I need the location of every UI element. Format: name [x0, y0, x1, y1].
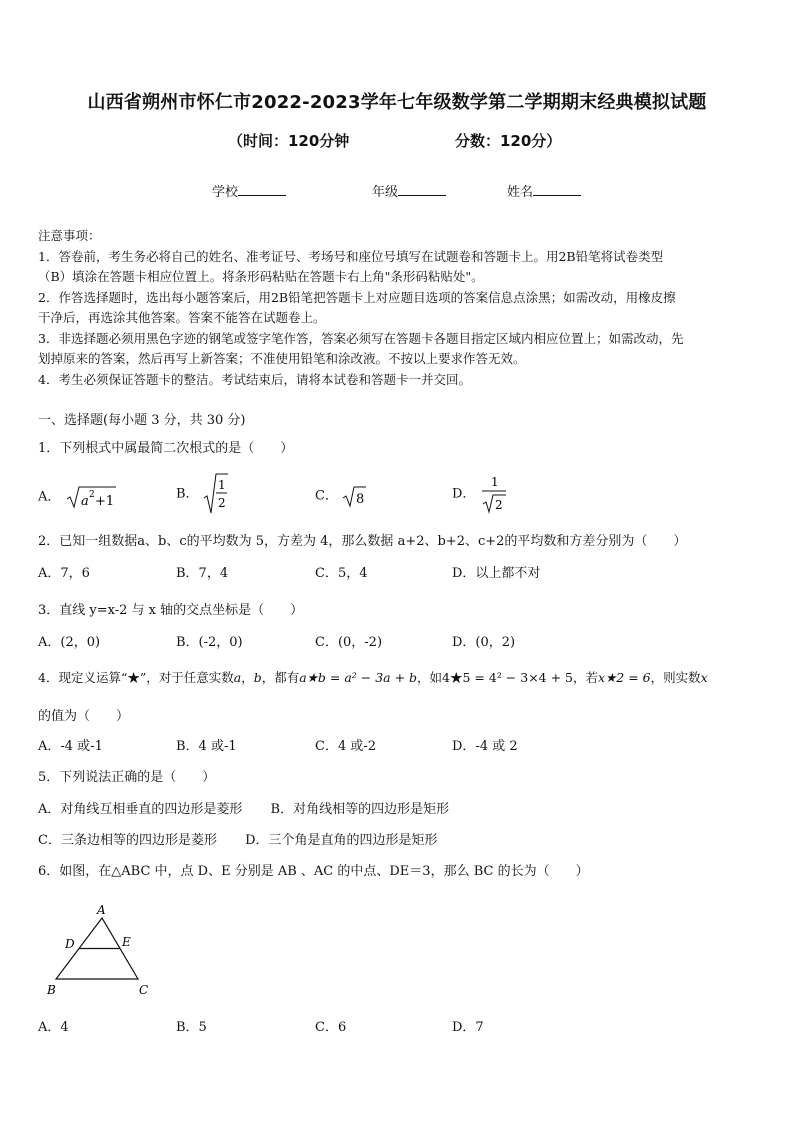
notes-line: 4．考生必须保证答题卡的整洁。考试结束后，请将本试卷和答题卡一并交回。 — [38, 371, 471, 387]
q1-a-exp: 2 — [88, 490, 95, 500]
q4-condition: x★2 = 6 — [598, 670, 651, 685]
notes-line: 1．答卷前，考生务必将自己的姓名、准考证号、考场号和座位号填写在试题卷和答题卡上。用2B铅笔将试卷类型 — [38, 248, 664, 264]
question-6-stem: 6．如图，在△ABC 中，点 D、E 分别是 AB 、AC 的中点、DE＝3，那么 BC 的长为（ ） — [38, 864, 589, 879]
q4-option-c: C．4 或-2 — [315, 739, 377, 754]
q1-option-b-letter: B． — [176, 486, 199, 502]
name-field — [507, 181, 581, 200]
triangle-figure — [40, 898, 160, 998]
name-label: 姓名 — [507, 185, 534, 200]
school-blank — [238, 183, 286, 196]
notes-heading: 注意事项： — [38, 228, 101, 243]
q1-a-tail: +1 — [94, 494, 114, 509]
notes-line: （B）填涂在答题卡相应位置上。将条形码粘贴在答题卡右上角"条形码粘贴处"。 — [38, 269, 484, 284]
question-6-options — [38, 1016, 758, 1042]
q1-c-radicand: 8 — [356, 492, 365, 507]
q4-text: 4．现定义运算“★”，对于任意实数 — [38, 670, 234, 685]
q1-option-c-radical — [342, 484, 368, 508]
label-a: A — [97, 903, 106, 917]
q1-d-den: 2 — [494, 498, 503, 512]
q1-option-b-radical — [203, 472, 229, 516]
q4-var-a: a — [233, 670, 242, 685]
q4-option-b: B．4 或-1 — [176, 739, 237, 754]
question-3-options — [38, 631, 758, 657]
name-blank — [533, 183, 581, 196]
question-1-options — [38, 475, 758, 514]
question-4-options — [38, 735, 758, 761]
q3-option-b: B．(-2，0) — [176, 635, 243, 650]
grade-label: 年级 — [372, 185, 399, 200]
q1-a-base: a — [80, 494, 89, 509]
q5-option-c: C．三条边相等的四边形是菱形 — [38, 833, 217, 848]
q1-b-den: 2 — [217, 496, 226, 510]
q6-option-a: A．4 — [38, 1020, 69, 1035]
q4-option-d: D．-4 或 2 — [452, 739, 518, 754]
q4-var-x: x — [700, 670, 708, 685]
exam-title: 山西省朔州市怀仁市2022-2023学年七年级数学第二学期期末经典模拟试题 — [87, 92, 707, 113]
grade-blank — [398, 183, 446, 196]
q1-d-num: 1 — [490, 475, 499, 489]
q4-definition: a★b = a² − 3a + b — [299, 670, 418, 685]
exam-notes — [38, 226, 760, 390]
q4-option-a: A．-4 或-1 — [38, 739, 103, 754]
q6-option-b: B．5 — [176, 1020, 207, 1035]
question-2-options — [38, 562, 758, 588]
question-5-stem: 5．下列说法正确的是（ ） — [38, 770, 216, 785]
q4-text: ，若 — [573, 670, 599, 685]
q4-text: ，都有 — [261, 670, 300, 685]
label-e: E — [122, 935, 131, 949]
q1-option-d-letter: D． — [452, 486, 476, 502]
q1-option-d-fraction — [480, 472, 510, 516]
q6-option-c: C．6 — [315, 1020, 347, 1035]
section-heading: 一、选择题(每小题 3 分，共 30 分) — [38, 413, 246, 428]
q3-option-d: D．(0，2) — [452, 635, 516, 650]
q3-option-a: A．(2，0) — [38, 635, 101, 650]
q1-option-a — [38, 484, 117, 510]
label-b: B — [47, 983, 56, 997]
grade-field — [372, 181, 446, 200]
question-2-stem: 2．已知一组数据a、b、c的平均数为 5，方差为 4，那么数据 a+2、b+2、c+2的平均数和方差分别为（ ） — [38, 534, 687, 549]
notes-line: 3．非选择题必须用黑色字迹的钢笔或签字笔作答，答案必须写在答题卡各题目指定区域内相应位置上；如需改动，先 — [38, 330, 684, 346]
question-1-stem: 1．下列根式中属最简二次根式的是（ ） — [38, 441, 294, 456]
q5-option-b: B．对角线相等的四边形是矩形 — [270, 802, 450, 817]
q4-text: ，如 — [417, 670, 443, 685]
q4-var-b: b — [253, 670, 262, 685]
notes-line: 2．作答选择题时，选出每小题答案后，用2B铅笔把答题卡上对应题目选项的答案信息点涂黑；如需改动，用橡皮擦 — [38, 289, 676, 305]
question-5-options-row2 — [38, 829, 438, 848]
q2-option-b: B．7，4 — [176, 566, 229, 581]
school-label: 学校 — [212, 185, 239, 200]
q2-option-a: A．7，6 — [38, 566, 90, 581]
q1-b-num: 1 — [217, 478, 226, 492]
q1-option-a-letter: A． — [38, 489, 61, 505]
q1-option-c — [315, 484, 368, 508]
q1-option-a-radical — [65, 484, 117, 510]
school-field — [212, 181, 286, 200]
notes-line: 划掉原来的答案，然后再写上新答案；不准使用铅笔和涂改液。不按以上要求作答无效。 — [38, 351, 526, 366]
total-score: 分数：120分） — [455, 132, 562, 150]
q4-text: ，则实数 — [650, 670, 701, 685]
q5-option-a: A．对角线互相垂直的四边形是菱形 — [38, 802, 243, 817]
q3-option-c: C．(0，-2) — [315, 635, 383, 650]
q1-option-d — [452, 472, 510, 516]
q4-example: 4★5 = 4² − 3×4 + 5 — [442, 670, 574, 685]
q6-option-d: D．7 — [452, 1020, 484, 1035]
question-3-stem: 3．直线 y=x-2 与 x 轴的交点坐标是（ ） — [38, 603, 304, 618]
notes-line: 干净后，再选涂其他答案。答案不能答在试题卷上。 — [38, 310, 326, 325]
q4-text: ， — [241, 670, 254, 685]
q1-option-b — [176, 472, 229, 516]
time-limit: （时间：120分钟 — [228, 132, 350, 150]
q2-option-d: D．以上都不对 — [452, 566, 541, 581]
question-4-stem — [38, 668, 708, 686]
question-4-stem-line2: 的值为（ ） — [38, 709, 130, 724]
q1-option-c-letter: C． — [315, 488, 338, 504]
q2-option-c: C．5，4 — [315, 566, 368, 581]
question-5-options-row1 — [38, 798, 449, 817]
label-d: D — [65, 937, 75, 951]
q5-option-d: D．三个角是直角的四边形是矩形 — [245, 833, 438, 848]
label-c: C — [139, 983, 149, 997]
